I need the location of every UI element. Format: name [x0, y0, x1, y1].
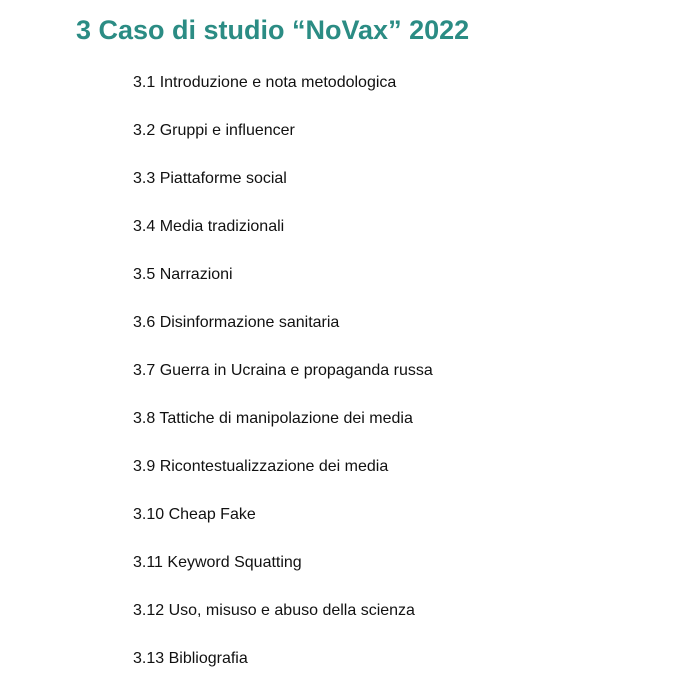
toc-item-3-5[interactable]: 3.5 Narrazioni [133, 266, 233, 283]
toc-item-3-10[interactable]: 3.10 Cheap Fake [133, 506, 256, 523]
toc-item-3-12[interactable]: 3.12 Uso, misuso e abuso della scienza [133, 602, 415, 619]
toc-item-3-11[interactable]: 3.11 Keyword Squatting [133, 554, 302, 571]
toc-item-3-6[interactable]: 3.6 Disinformazione sanitaria [133, 314, 340, 331]
chapter-title: 3 Caso di studio “NoVax” 2022 [76, 15, 470, 45]
toc-item-3-3[interactable]: 3.3 Piattaforme social [133, 170, 287, 187]
toc-item-3-1[interactable]: 3.1 Introduzione e nota metodologica [133, 74, 397, 91]
toc-item-3-13[interactable]: 3.13 Bibliografia [133, 650, 248, 667]
toc-item-3-8[interactable]: 3.8 Tattiche di manipolazione dei media [133, 410, 413, 427]
toc-item-3-7[interactable]: 3.7 Guerra in Ucraina e propaganda russa [133, 362, 433, 379]
table-of-contents [133, 70, 433, 694]
toc-item-3-9[interactable]: 3.9 Ricontestualizzazione dei media [133, 458, 389, 475]
toc-item-3-2[interactable]: 3.2 Gruppi e influencer [133, 122, 295, 139]
toc-item-3-4[interactable]: 3.4 Media tradizionali [133, 218, 285, 235]
